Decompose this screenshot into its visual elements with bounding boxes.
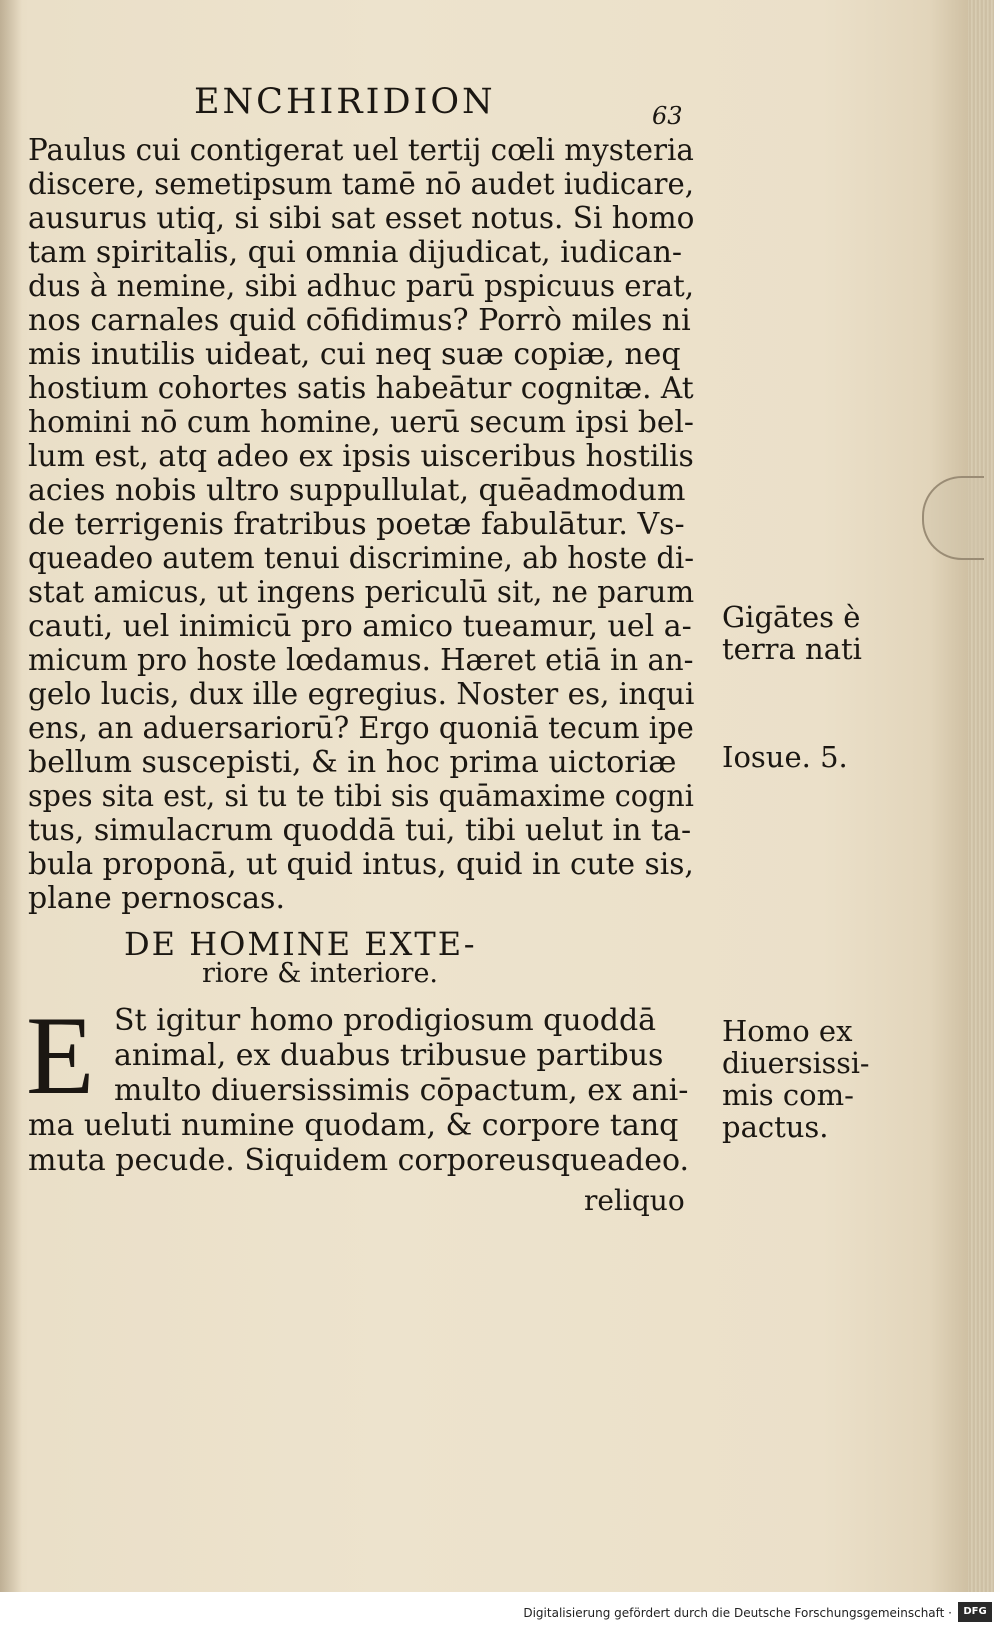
margin-note: Iosue. 5. — [722, 740, 848, 774]
gutter-shadow — [0, 0, 22, 1592]
body-line: Paulus cui contigerat uel tertij cœli mysteria — [28, 133, 694, 168]
section-line: animal, ex duabus tribusue partibus — [114, 1038, 664, 1073]
running-head: ENCHIRIDION — [194, 82, 496, 122]
section-subheading: riore & interiore. — [202, 958, 438, 989]
section-line: St igitur homo prodigiosum quoddā — [114, 1003, 657, 1038]
body-line: discere, semetipsum tamē nō audet iudicare, — [28, 167, 695, 202]
margin-note: Homo ex — [722, 1014, 853, 1048]
body-line: tam spiritalis, qui omnia dijudicat, iudican- — [28, 235, 683, 270]
body-line: stat amicus, ut ingens periculū sit, ne parum — [28, 575, 695, 610]
body-line: dus à nemine, sibi adhuc parū pspicuus erat, — [28, 269, 695, 304]
margin-note: pactus. — [722, 1110, 829, 1144]
body-line: queadeo autem tenui discrimine, ab hoste di- — [28, 541, 695, 576]
margin-note: diuersissi- — [722, 1046, 870, 1080]
body-line: plane pernoscas. — [28, 881, 285, 916]
margin-note: Gigātes è — [722, 600, 861, 634]
body-line: gelo lucis, dux ille egregius. Noster es, inqui — [28, 677, 695, 712]
body-line: bellum suscepisti, & in hoc prima uictoriæ — [28, 745, 677, 780]
margin-note: terra nati — [722, 632, 862, 666]
dfg-logo: DFG — [958, 1602, 992, 1622]
body-line: mis inutilis uideat, cui neq suæ copiæ, neq — [28, 337, 681, 372]
body-line: bula proponā, ut quid intus, quid in cute sis, — [28, 847, 694, 882]
body-line: acies nobis ultro suppullulat, quēadmodum — [28, 473, 686, 508]
body-line: de terrigenis fratribus poetæ fabulātur. Vs- — [28, 507, 685, 542]
body-line: spes sita est, si tu te tibi sis quāmaxime cogni — [28, 779, 694, 814]
body-line: cauti, uel inimicū pro amico tueamur, uel a- — [28, 609, 692, 644]
section-line: ma ueluti numine quodam, & corpore tanq — [28, 1108, 679, 1143]
body-line: lum est, atq adeo ex ipsis uisceribus hostilis — [28, 439, 694, 474]
body-line: homini nō cum homine, uerū secum ipsi bel- — [28, 405, 694, 440]
digitization-footer — [0, 1592, 1000, 1633]
section-line: muta pecude. Siquidem corporeusqueadeo. — [28, 1143, 690, 1178]
funding-credit: Digitalisierung gefördert durch die Deutsche Forschungsgemeinschaft · — [523, 1606, 952, 1620]
margin-note: mis com- — [722, 1078, 854, 1112]
folio-number: 63 — [652, 102, 683, 130]
section-heading: DE HOMINE EXTE- — [124, 925, 477, 963]
body-line: tus, simulacrum quoddā tui, tibi uelut in ta- — [28, 813, 692, 848]
page-edges — [968, 0, 994, 1592]
body-line: ausurus utiq, si sibi sat esset notus. Si homo — [28, 201, 695, 236]
body-line: nos carnales quid cōfidimus? Porrò miles ni — [28, 303, 691, 338]
body-line: micum pro hoste lœdamus. Hæret etiā in an- — [28, 643, 694, 678]
body-line: hostium cohortes satis habeātur cognitæ. At — [28, 371, 694, 406]
body-line: ens, an aduersariorū? Ergo quoniā tecum ipe — [28, 711, 694, 746]
catchword: reliquo — [584, 1184, 685, 1217]
drop-cap-initial: E — [26, 994, 95, 1118]
section-line: multo diuersissimis cōpactum, ex ani- — [114, 1073, 689, 1108]
